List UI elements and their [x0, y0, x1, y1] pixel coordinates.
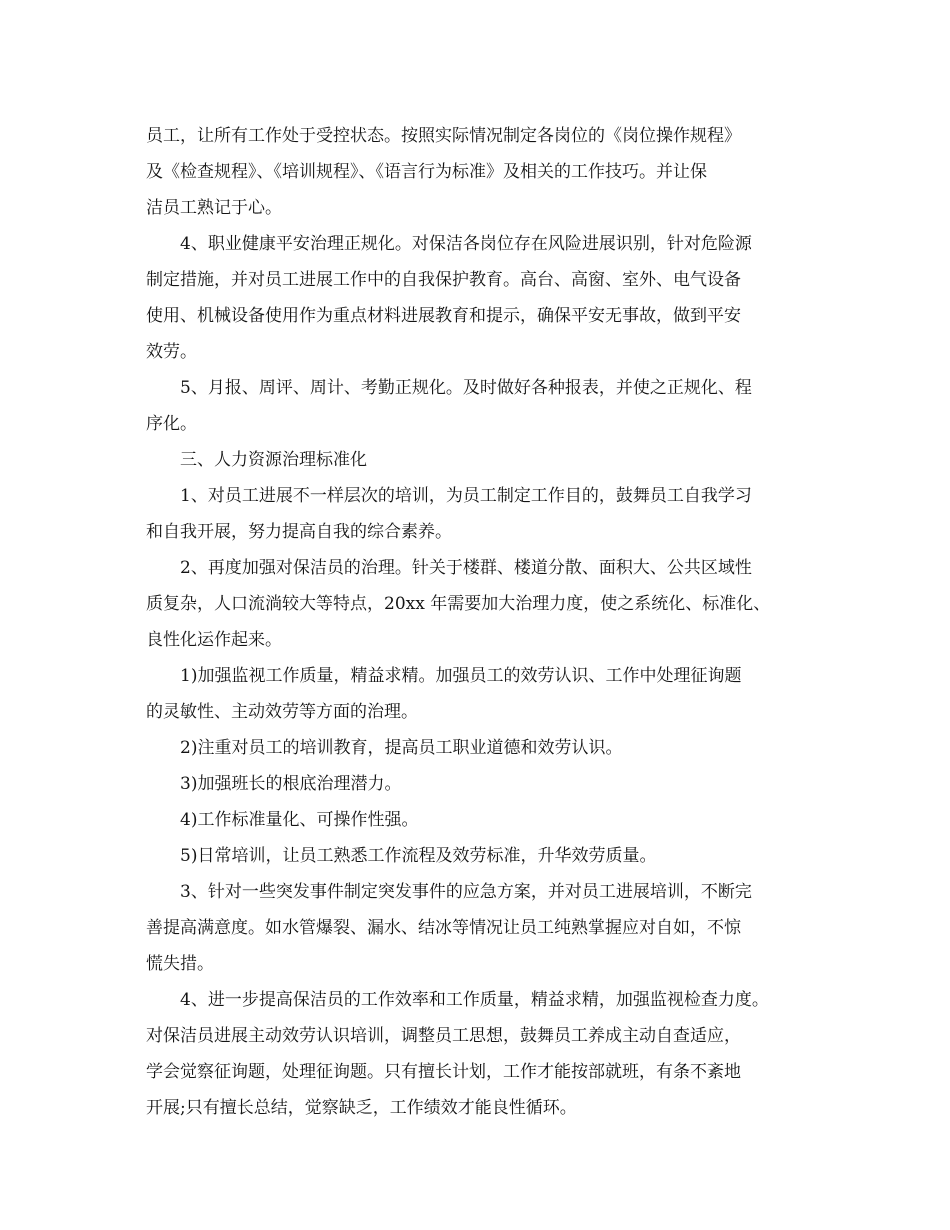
text-line: 5)日常培训，让员工熟悉工作流程及效劳标准，升华效劳质量。: [180, 846, 657, 866]
document-body: [146, 118, 826, 1126]
text-line: 良性化运作起来。: [146, 630, 282, 650]
text-line: 3)加强班长的根底治理潜力。: [180, 774, 402, 794]
text-line: 5、月报、周评、周计、考勤正规化。及时做好各种报表，并使之正规化、程: [180, 378, 752, 398]
text-line: 对保洁员进展主动效劳认识培训，调整员工思想，鼓舞员工养成主动自查适应，: [146, 1026, 741, 1046]
text-line: 质复杂，人口流淌较大等特点，20xx 年需要加大治理力度，使之系统化、标准化、: [146, 594, 771, 614]
text-line: 制定措施，并对员工进展工作中的自我保护教育。高台、高窗、室外、电气设备: [146, 270, 741, 290]
text-line: 及《检查规程》、《培训规程》、《语言行为标准》及相关的工作技巧。并让保: [146, 162, 707, 182]
text-line: 使用、机械设备使用作为重点材料进展教育和提示，确保平安无事故，做到平安: [146, 306, 741, 326]
text-line: 2、再度加强对保洁员的治理。针关于楼群、楼道分散、面积大、公共区域性: [180, 558, 752, 578]
text-line: 4、进一步提高保洁员的工作效率和工作质量，精益求精，加强监视检查力度。: [180, 990, 769, 1010]
text-line: 开展;只有擅长总结，觉察缺乏，工作绩效才能良性循环。: [146, 1098, 577, 1118]
text-line: 和自我开展，努力提高自我的综合素养。: [146, 522, 452, 542]
text-line: 的灵敏性、主动效劳等方面的治理。: [146, 702, 418, 722]
text-line: 3、针对一些突发事件制定突发事件的应急方案，并对员工进展培训，不断完: [180, 882, 752, 902]
text-line: 学会觉察征询题，处理征询题。只有擅长计划，工作才能按部就班，有条不紊地: [146, 1062, 741, 1082]
text-line: 序化。: [146, 414, 197, 434]
text-line: 1、对员工进展不一样层次的培训，为员工制定工作目的，鼓舞员工自我学习: [180, 486, 752, 506]
text-line: 1)加强监视工作质量，精益求精。加强员工的效劳认识、工作中处理征询题: [180, 666, 742, 686]
text-line: 洁员工熟记于心。: [146, 198, 282, 218]
text-line: 三、人力资源治理标准化: [180, 450, 367, 470]
text-line: 员工，让所有工作处于受控状态。按照实际情况制定各岗位的《岗位操作规程》: [146, 126, 741, 146]
text-line: 4、职业健康平安治理正规化。对保洁各岗位存在风险进展识别，针对危险源: [180, 234, 752, 254]
text-line: 2)注重对员工的培训教育，提高员工职业道德和效劳认识。: [180, 738, 623, 758]
text-line: 效劳。: [146, 342, 197, 362]
text-line: 4)工作标准量化、可操作性强。: [180, 810, 419, 830]
text-line: 慌失措。: [146, 954, 214, 974]
text-line: 善提高满意度。如水管爆裂、漏水、结冰等情况让员工纯熟掌握应对自如，不惊: [146, 918, 741, 938]
